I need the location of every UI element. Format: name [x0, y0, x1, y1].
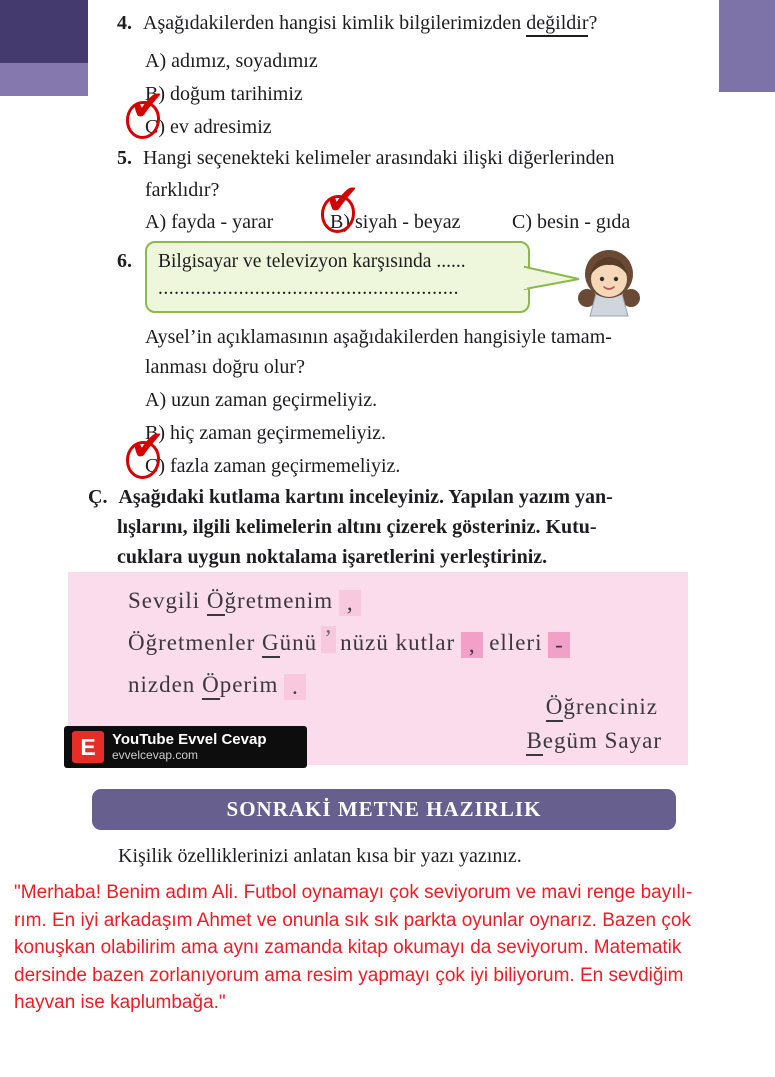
q4-option-c: C) ev adresimiz: [145, 116, 272, 138]
answer-line: hayvan ise kaplumbağa.": [14, 992, 226, 1013]
section-header-bar: SONRAKİ METNE HAZIRLIK: [92, 789, 676, 830]
youtube-channel-badge: [64, 726, 307, 768]
answer-line: konuşkan olabilirim ama aynı zamanda kitap okumayı da seviyorum. Matematik: [14, 937, 682, 958]
question-6-number-wrap: [117, 250, 143, 273]
check-icon: ✔: [130, 421, 166, 470]
punctuation-box-comma: ,: [461, 632, 483, 658]
card-signature-name: Begüm Sayar: [526, 728, 662, 754]
speech-bubble-text: Bilgisayar ve televizyon karşısında ......: [158, 251, 466, 272]
header-right-block: [719, 0, 775, 92]
sample-answer-text: [14, 879, 770, 1017]
channel-title: YouTube Evvel Cevap: [112, 731, 267, 749]
section-c-line2: lışlarını, ilgili kelimelerin altını çizerek gösteriniz. Kutu-: [117, 516, 597, 538]
punctuation-box-comma: ,: [339, 590, 361, 616]
apostrophe-insertion-mark: ’: [321, 626, 336, 653]
section-c-label: Ç.: [88, 486, 108, 508]
header-left-light-block: [0, 63, 88, 96]
punctuation-box-hyphen: -: [548, 632, 570, 658]
punctuation-box-period: .: [284, 674, 306, 700]
underlined-word: değildir: [526, 12, 588, 37]
check-icon: ✔: [325, 175, 361, 224]
question-5-stem-line2: farklıdır?: [145, 179, 220, 201]
card-line-3: nizden Öperim .: [128, 672, 312, 700]
card-line-2: Öğretmenler Günü ’ nüzü kutlar , elleri -: [128, 630, 576, 658]
card-line-1: Sevgili Öğretmenim ,: [128, 588, 367, 616]
q6-option-c: C) fazla zaman geçirmemeliyiz.: [145, 455, 401, 477]
q6-explanation-line1: Aysel’in açıklamasının aşağıdakilerden hangisiyle tamam-: [145, 326, 612, 348]
underlined-letter: Ö: [546, 694, 564, 722]
section-c-line3: cuklara uygun noktalama işaretlerini yerleştiriniz.: [117, 546, 548, 568]
underlined-letter: Ö: [202, 672, 220, 700]
answer-line: rım. En iyi arkadaşım Ahmet ve onunla sık sık parkta oyunlar oynarız. Bazen çok: [14, 909, 691, 931]
q6-option-b: B) hiç zaman geçirmemeliyiz.: [145, 422, 387, 444]
answer-line: dersinde bazen zorlanıyorum ama resim yapmayı çok iyi biliyorum. En sevdiğim: [14, 964, 684, 986]
underlined-letter: B: [526, 728, 542, 756]
q6-explanation-line2: lanması doğru olur?: [145, 356, 305, 378]
badge-texts: [112, 731, 267, 762]
question-6-number: 6.: [117, 250, 132, 272]
q5-option-a: A) fayda - yarar: [145, 211, 274, 233]
check-icon: ✔: [130, 81, 166, 130]
question-4-stem: 4. Aşağıdakilerden hangisi kimlik bilgilerimizden değildir?: [117, 12, 597, 35]
channel-website: evvelcevap.com: [112, 747, 199, 762]
q6-option-a: A) uzun zaman geçirmeliyiz.: [145, 389, 378, 411]
underlined-letter: G: [262, 630, 280, 658]
section-c-line1: Ç. Aşağıdaki kutlama kartını inceleyiniz. Yapılan yazım yan-: [88, 486, 613, 508]
question-5-number: 5.: [117, 147, 132, 169]
speech-bubble-dotted-line: ........................................................: [158, 278, 459, 299]
q4-option-a: A) adımız, soyadımız: [145, 50, 318, 72]
question-4-number: 4.: [117, 12, 132, 34]
writing-prompt: Kişilik özelliklerinizi anlatan kısa bir yazı yazınız.: [118, 845, 522, 867]
q4-option-b: B) doğum tarihimiz: [145, 83, 303, 105]
answer-line: "Merhaba! Benim adım Ali. Futbol oynamayı çok seviyorum ve mavi renge bayılı-: [14, 882, 693, 903]
q5-option-c: C) besin - gıda: [512, 211, 631, 233]
speech-bubble: [145, 241, 530, 313]
aysel-character-illustration: [574, 246, 644, 318]
card-signature-role: Öğrenciniz: [546, 694, 658, 720]
question-5-stem-line1: 5. Hangi seçenekteki kelimeler arasındaki ilişki diğerlerinden: [117, 147, 615, 169]
header-left-dark-block: [0, 0, 88, 63]
underlined-letter: Ö: [207, 588, 225, 616]
q5-option-b: B) siyah - beyaz: [330, 211, 461, 233]
channel-logo-icon: E: [72, 731, 104, 763]
